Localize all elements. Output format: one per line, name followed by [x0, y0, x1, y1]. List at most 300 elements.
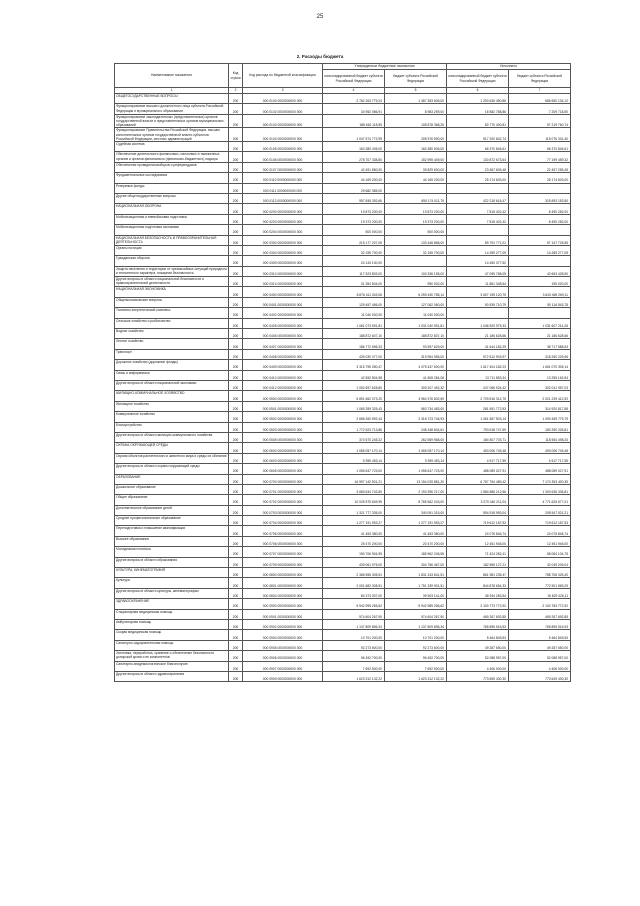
row-line-code: 200 — [229, 94, 243, 104]
row-class-code: 000 0901 0000000000 000 — [243, 609, 323, 619]
row-executed-subject: 21 186 628,66 — [509, 329, 571, 339]
row-executed-subject: 1 031 607 214,26 — [509, 318, 571, 328]
row-executed-consolidated: 50 539 710,79 — [447, 297, 509, 307]
row-line-code: 200 — [229, 142, 243, 152]
row-executed-subject: 1 300 636 336,81 — [509, 484, 571, 494]
row-approved-consolidated: 42 491 850,00 — [323, 162, 385, 172]
row-approved-consolidated: 974 604 267,90 — [323, 609, 385, 619]
row-name: НАЦИОНАЛЬНАЯ ЭКОНОМИКА — [115, 287, 229, 297]
row-executed-consolidated: 89 791 771,01 — [447, 235, 509, 245]
row-approved-subject: 41 808 284,08 — [385, 370, 447, 380]
row-line-code: 200 — [229, 640, 243, 650]
row-executed-subject: 318 250 225,96 — [509, 349, 571, 359]
row-approved-consolidated: 2 762 263 779,24 — [323, 94, 385, 104]
row-executed-subject — [509, 225, 571, 235]
header-approved-subject: бюджет субъекта Российской Федерации — [385, 70, 447, 88]
row-approved-consolidated: 129 457 456,00 — [323, 297, 385, 307]
row-executed-subject: 14 289 277,05 — [509, 245, 571, 255]
expenses-table — [114, 63, 571, 682]
row-line-code: 200 — [229, 526, 243, 536]
row-approved-consolidated: 957 845 392,66 — [323, 193, 385, 203]
row-approved-subject: 950 002,00 — [385, 277, 447, 287]
row-approved-subject: 1 031 040 591,81 — [385, 318, 447, 328]
row-approved-subject — [385, 183, 447, 193]
table-row — [115, 661, 571, 671]
row-executed-consolidated: 517 200 842,74 — [447, 128, 509, 142]
row-line-code: 200 — [229, 505, 243, 515]
row-approved-consolidated: 96 492 700,00 — [323, 651, 385, 661]
row-name: Другие вопросы в области образования — [115, 557, 229, 567]
row-executed-subject: 57 147 725,55 — [509, 235, 571, 245]
row-class-code: 000 0702 0000000000 000 — [243, 495, 323, 505]
row-line-code: 200 — [229, 651, 243, 661]
row-line-code: 200 — [229, 474, 243, 484]
row-approved-consolidated: 278 707 338,80 — [323, 152, 385, 162]
row-executed-subject: 302 041 957,03 — [509, 380, 571, 390]
row-line-code: 200 — [229, 401, 243, 411]
row-line-code: 200 — [229, 516, 243, 526]
row-name: Молодежная политика — [115, 547, 229, 557]
row-executed-consolidated: 469 267 692,85 — [447, 609, 509, 619]
row-approved-consolidated: 3 315 795 050,47 — [323, 360, 385, 370]
row-approved-subject: 39 829 600,00 — [385, 162, 447, 172]
row-line-code: 200 — [229, 318, 243, 328]
row-class-code: 000 0100 0000000000 000 — [243, 94, 323, 104]
row-line-code: 200 — [229, 173, 243, 183]
row-name: Заготовка, переработка, хранение и обеспечение безопасности донорской крови и ее компонентов — [115, 651, 229, 661]
row-class-code: 000 0804 0000000000 000 — [243, 588, 323, 598]
row-executed-consolidated: 247 066 924,42 — [447, 380, 509, 390]
row-approved-consolidated: 1 065 057 170,14 — [323, 443, 385, 453]
table-row — [115, 474, 571, 484]
table-row — [115, 640, 571, 650]
row-name: Судебная система — [115, 142, 229, 152]
row-approved-subject: 19 873 200,00 — [385, 204, 447, 214]
row-executed-consolidated: 422 218 616,47 — [447, 193, 509, 203]
table-row — [115, 193, 571, 203]
row-approved-consolidated: 160 380 405,00 — [323, 142, 385, 152]
row-executed-consolidated: 1 617 404 182,23 — [447, 360, 509, 370]
header-executed-consolidated: консолидированный бюджет субъекта Российской Федерации — [447, 70, 509, 88]
row-name: Амбулаторная помощь — [115, 619, 229, 629]
row-approved-consolidated: 1 772 523 713,86 — [323, 422, 385, 432]
row-executed-subject — [509, 256, 571, 266]
row-approved-consolidated: 41 453 380,00 — [323, 526, 385, 536]
row-class-code: 000 0902 0000000000 000 — [243, 619, 323, 629]
row-executed-consolidated: 861 981 235,47 — [447, 568, 509, 578]
row-executed-consolidated: 5 464 849,53 — [447, 630, 509, 640]
row-class-code: 000 0111 0000000000 000 — [243, 183, 323, 193]
row-name: Функционирование законодательных (представительных) органов государственной власти и представительных органов муниципальных образований — [115, 114, 229, 128]
row-executed-consolidated: 66 370 846,61 — [447, 142, 509, 152]
row-class-code: 000 0407 0000000000 000 — [243, 339, 323, 349]
row-executed-consolidated: 14 450 377,52 — [447, 256, 509, 266]
row-line-code: 200 — [229, 349, 243, 359]
row-executed-subject: 314 920 817,58 — [509, 401, 571, 411]
row-executed-consolidated: 71 424 282,41 — [447, 547, 509, 557]
row-executed-consolidated: 41 644 182,29 — [447, 339, 509, 349]
row-name: Органы юстиции — [115, 245, 229, 255]
row-approved-subject: 20 470 200,00 — [385, 536, 447, 546]
row-class-code: 000 0709 0000000000 000 — [243, 557, 323, 567]
row-name: Другие вопросы в области культуры, кинематографии — [115, 588, 229, 598]
table-row — [115, 516, 571, 526]
row-class-code: 000 0905 0000000000 000 — [243, 640, 323, 650]
row-executed-consolidated: 7 815 402,42 — [447, 214, 509, 224]
row-approved-subject: 13 154 025 881,20 — [385, 474, 447, 484]
row-class-code: 000 0704 0000000000 000 — [243, 516, 323, 526]
row-name: Охрана объектов растительного и животного мира и среды их обитания — [115, 453, 229, 463]
row-name: Высшее образование — [115, 536, 229, 546]
row-executed-subject: 77 199 459,32 — [509, 152, 571, 162]
row-approved-consolidated: 24 143 100,00 — [323, 256, 385, 266]
row-name: Стационарная медицинская помощь — [115, 609, 229, 619]
row-executed-subject: 42 663 428,50 — [509, 266, 571, 276]
row-name: Скорая медицинская помощь — [115, 630, 229, 640]
row-line-code: 200 — [229, 128, 243, 142]
table-row — [115, 152, 571, 162]
row-approved-consolidated: 19 373 200,00 — [323, 214, 385, 224]
row-executed-subject: 38 717 588,53 — [509, 339, 571, 349]
row-executed-subject: 42 049 205,04 — [509, 557, 571, 567]
row-class-code: 000 0400 0000000000 000 — [243, 287, 323, 297]
row-name: Гражданская оборона — [115, 256, 229, 266]
row-approved-consolidated: 500 000,00 — [323, 225, 385, 235]
row-executed-subject: 493 006 745,48 — [509, 443, 571, 453]
table-row — [115, 578, 571, 588]
table-row — [115, 235, 571, 245]
table-row — [115, 104, 571, 114]
row-class-code: 000 0408 0000000000 000 — [243, 349, 323, 359]
row-line-code: 200 — [229, 619, 243, 629]
row-executed-consolidated: 182 555 127,21 — [447, 557, 509, 567]
row-executed-subject: 719 612 187,53 — [509, 516, 571, 526]
table-row — [115, 287, 571, 297]
row-approved-consolidated: 188 616 118,55 — [323, 114, 385, 128]
row-executed-consolidated: 281 591 772,93 — [447, 401, 509, 411]
row-approved-consolidated: 42 552 804,58 — [323, 370, 385, 380]
row-approved-subject: 9 359 453,14 — [385, 453, 447, 463]
row-name: ЗДРАВООХРАНЕНИЕ — [115, 599, 229, 609]
table-row — [115, 391, 571, 401]
row-executed-subject: 50 116 543,78 — [509, 297, 571, 307]
row-approved-subject: 5 942 985 265,62 — [385, 599, 447, 609]
column-number: 6 — [447, 88, 509, 94]
row-executed-consolidated: 765 895 516,93 — [447, 619, 509, 629]
row-approved-subject: 309 207 492,32 — [385, 380, 447, 390]
table-row — [115, 162, 571, 172]
row-line-code: 200 — [229, 104, 243, 114]
table-row — [115, 183, 571, 193]
row-class-code: 000 0113 0000000000 000 — [243, 193, 323, 203]
row-approved-consolidated: 1 047 574 772,99 — [323, 128, 385, 142]
row-line-code: 200 — [229, 422, 243, 432]
row-line-code: 200 — [229, 339, 243, 349]
row-name: ОХРАНА ОКРУЖАЮЩЕЙ СРЕДЫ — [115, 443, 229, 453]
row-class-code: 000 0107 0000000000 000 — [243, 162, 323, 172]
row-executed-subject: 1 050 459 779,79 — [509, 412, 571, 422]
row-line-code: 200 — [229, 297, 243, 307]
row-executed-consolidated: 2 709 816 314,75 — [447, 391, 509, 401]
row-name: Функционирование Правительства Российской Федерации, высших исполнительных органов государственной власти субъектов Российской Федерации, местных администраций — [115, 128, 229, 142]
row-approved-subject: 32 155 700,00 — [385, 245, 447, 255]
row-executed-subject: 115 076 331,40 — [509, 128, 571, 142]
row-executed-subject: 488 089 027,91 — [509, 464, 571, 474]
row-executed-consolidated: 2 100 773 772,92 — [447, 599, 509, 609]
row-approved-consolidated: 84 373 007,00 — [323, 588, 385, 598]
row-approved-subject: 188 872 807,10 — [385, 329, 447, 339]
row-executed-consolidated: 11 861 348,54 — [447, 277, 509, 287]
row-approved-subject: 152 995 449,00 — [385, 152, 447, 162]
row-approved-subject: 319 954 955,00 — [385, 349, 447, 359]
row-executed-consolidated: 719 612 187,53 — [447, 516, 509, 526]
row-line-code: 200 — [229, 568, 243, 578]
row-executed-consolidated: 24 075 846,74 — [447, 526, 509, 536]
header-executed-group: Исполнено — [447, 64, 571, 70]
row-approved-subject: 7 692 500,00 — [385, 661, 447, 671]
row-approved-consolidated: 11 040 000,00 — [323, 308, 385, 318]
row-approved-consolidated: 439 061 975,00 — [323, 557, 385, 567]
row-executed-consolidated: 488 089 027,91 — [447, 464, 509, 474]
row-name: Культура — [115, 578, 229, 588]
row-class-code: 000 0801 0000000000 000 — [243, 578, 323, 588]
table-row — [115, 568, 571, 578]
row-name: КУЛЬТУРА, КИНЕМАТОГРАФИЯ — [115, 568, 229, 578]
row-line-code: 200 — [229, 329, 243, 339]
table-row — [115, 619, 571, 629]
row-approved-consolidated: 1 137 809 896,34 — [323, 619, 385, 629]
row-approved-consolidated: 188 872 607,10 — [323, 329, 385, 339]
table-row — [115, 245, 571, 255]
row-executed-consolidated: 3 270 040 211,04 — [447, 495, 509, 505]
row-executed-subject: 315 893 153,50 — [509, 193, 571, 203]
row-executed-consolidated: 49 287 650,00 — [447, 640, 509, 650]
row-line-code: 200 — [229, 391, 243, 401]
header-approved-group: Утвержденные бюджетные назначения — [323, 64, 447, 70]
row-approved-subject: 340 091 315,00 — [385, 505, 447, 515]
row-name: Жилищное хозяйство — [115, 401, 229, 411]
row-name: Водное хозяйство — [115, 329, 229, 339]
row-name: Общее образование — [115, 495, 229, 505]
row-approved-consolidated: 1 277 191 953,27 — [323, 516, 385, 526]
row-approved-consolidated: 1 055 647 723,00 — [323, 464, 385, 474]
row-approved-subject: 974 604 267,90 — [385, 609, 447, 619]
row-executed-subject: 13 255 162,54 — [509, 370, 571, 380]
row-name: Общеэкономические вопросы — [115, 297, 229, 307]
row-approved-subject: 96 492 700,00 — [385, 651, 447, 661]
row-line-code: 200 — [229, 162, 243, 172]
row-approved-subject: 655 174 011,75 — [385, 193, 447, 203]
row-line-code: 200 — [229, 609, 243, 619]
table-row — [115, 536, 571, 546]
row-line-code: 200 — [229, 193, 243, 203]
header-executed-subject: бюджет субъекта Российской Федерации — [509, 70, 571, 88]
table-row — [115, 329, 571, 339]
row-executed-consolidated: 130 872 673,64 — [447, 152, 509, 162]
row-executed-consolidated: 773 659 430,30 — [447, 671, 509, 681]
column-number: 1 — [115, 88, 229, 94]
row-line-code: 200 — [229, 443, 243, 453]
row-approved-consolidated: 7 692 500,00 — [323, 661, 385, 671]
row-approved-subject: 160 380 605,00 — [385, 142, 447, 152]
column-number: 3 — [243, 88, 323, 94]
table-row — [115, 484, 571, 494]
row-name: Дошкольное образование — [115, 484, 229, 494]
row-executed-consolidated: 1 061 567 503,14 — [447, 412, 509, 422]
table-row — [115, 505, 571, 515]
row-class-code: 000 0700 0000000000 000 — [243, 474, 323, 484]
row-class-code: 000 0703 0000000000 000 — [243, 505, 323, 515]
row-executed-consolidated: 21 186 628,66 — [447, 329, 509, 339]
row-class-code: 000 0304 0000000000 000 — [243, 245, 323, 255]
row-approved-consolidated: 44 169 200,00 — [323, 173, 385, 183]
row-line-code: 200 — [229, 495, 243, 505]
row-approved-subject: 3 964 376 802,69 — [385, 391, 447, 401]
row-executed-consolidated: 52 088 957,00 — [447, 651, 509, 661]
table-row — [115, 277, 571, 287]
table-row — [115, 173, 571, 183]
table-row — [115, 526, 571, 536]
row-approved-consolidated: 10 025 575 649,95 — [323, 495, 385, 505]
table-row — [115, 412, 571, 422]
row-name: Обеспечение проведения выборов и референдумов — [115, 162, 229, 172]
row-class-code: 000 0204 0000000000 000 — [243, 225, 323, 235]
row-approved-consolidated: 9 359 453,14 — [323, 453, 385, 463]
row-name: Функционирование высшего должностного лица субъекта Российской Федерации и муниципального образования — [115, 104, 229, 114]
row-executed-subject — [509, 308, 571, 318]
row-approved-subject: 127 062 060,00 — [385, 297, 447, 307]
row-name: ОБЩЕГОСУДАРСТВЕННЫЕ ВОПРОСЫ — [115, 94, 229, 104]
row-line-code: 200 — [229, 432, 243, 442]
table-row — [115, 266, 571, 276]
column-number: 7 — [509, 88, 571, 94]
row-executed-subject: 195 020,00 — [509, 277, 571, 287]
row-executed-consolidated: 3 607 195 120,75 — [447, 287, 509, 297]
row-line-code: 200 — [229, 599, 243, 609]
row-approved-consolidated: 2 366 555 305,51 — [323, 568, 385, 578]
row-class-code: 000 0104 0000000000 000 — [243, 128, 323, 142]
row-executed-subject: 24 075 846,74 — [509, 526, 571, 536]
row-executed-consolidated: 1 584 886 212,56 — [447, 484, 509, 494]
row-approved-consolidated: 117 523 803,00 — [323, 266, 385, 276]
table-row — [115, 370, 571, 380]
row-approved-consolidated: 6 876 411 043,06 — [323, 287, 385, 297]
row-executed-consolidated: 25 174 603,00 — [447, 173, 509, 183]
row-approved-subject: 1 831 243 641,51 — [385, 568, 447, 578]
row-approved-consolidated: 19 873 200,00 — [323, 204, 385, 214]
row-executed-consolidated: 4 406 000,00 — [447, 661, 509, 671]
page-number: 25 — [316, 14, 324, 20]
row-approved-consolidated: 1 623 312 132,22 — [323, 671, 385, 681]
row-executed-consolidated: 493 006 745,48 — [447, 443, 509, 453]
row-executed-consolidated — [447, 308, 509, 318]
row-class-code: 000 0410 0000000000 000 — [243, 370, 323, 380]
row-approved-consolidated: 16 997 142 501,21 — [323, 474, 385, 484]
row-line-code: 200 — [229, 671, 243, 681]
table-row — [115, 547, 571, 557]
row-approved-subject: 1 277 191 953,27 — [385, 516, 447, 526]
column-number: 4 — [323, 88, 385, 94]
row-name: Связь и информатика — [115, 370, 229, 380]
row-line-code: 200 — [229, 225, 243, 235]
row-executed-consolidated: 753 618 747,69 — [447, 422, 509, 432]
row-class-code: 000 0106 0000000000 000 — [243, 152, 323, 162]
row-class-code: 000 0501 0000000000 000 — [243, 401, 323, 411]
row-executed-subject: 15 829 426,11 — [509, 588, 571, 598]
row-class-code: 000 0412 0000000000 000 — [243, 380, 323, 390]
row-approved-consolidated: 2 001 682 308,51 — [323, 578, 385, 588]
row-approved-subject: 262 569 968,00 — [385, 432, 447, 442]
table-row — [115, 464, 571, 474]
row-class-code: 000 0800 0000000000 000 — [243, 568, 323, 578]
table-row — [115, 94, 571, 104]
row-class-code: 000 0103 0000000000 000 — [243, 114, 323, 128]
table-row — [115, 204, 571, 214]
row-line-code: 200 — [229, 464, 243, 474]
row-executed-subject: 4 917 717,55 — [509, 453, 571, 463]
row-line-code: 200 — [229, 547, 243, 557]
row-name: Дорожное хозяйство (дорожные фонды) — [115, 360, 229, 370]
table-row — [115, 297, 571, 307]
header-name: Наименование показателя — [115, 64, 229, 88]
row-executed-subject: 22 457 255,45 — [509, 162, 571, 172]
row-line-code: 200 — [229, 484, 243, 494]
row-approved-subject: 304 756 467,00 — [385, 557, 447, 567]
row-line-code: 200 — [229, 370, 243, 380]
row-executed-consolidated — [447, 183, 509, 193]
row-class-code: 000 0600 0000000000 000 — [243, 443, 323, 453]
row-line-code: 200 — [229, 536, 243, 546]
row-approved-subject: 1 065 057 170,14 — [385, 443, 447, 453]
row-line-code: 200 — [229, 588, 243, 598]
row-name: Санаторно-оздоровительная помощь — [115, 640, 229, 650]
row-approved-subject: 2 193 396 217,00 — [385, 484, 447, 494]
row-approved-subject: 8 983 259,00 — [385, 104, 447, 114]
row-approved-subject: 44 169 200,00 — [385, 173, 447, 183]
row-line-code: 200 — [229, 380, 243, 390]
row-executed-subject: 118 554 498,33 — [509, 432, 571, 442]
row-name: Сельское хозяйство и рыболовство — [115, 318, 229, 328]
row-name: Другие вопросы в области национальной экономики — [115, 380, 229, 390]
row-line-code: 200 — [229, 277, 243, 287]
row-executed-subject: 2 100 783 772,92 — [509, 599, 571, 609]
row-executed-subject: 7 174 393 400,35 — [509, 474, 571, 484]
row-line-code: 200 — [229, 661, 243, 671]
row-approved-consolidated: 29 682 385,00 — [323, 183, 385, 193]
row-name: Другие вопросы в области охраны окружающей среды — [115, 464, 229, 474]
row-executed-subject: 765 895 516,93 — [509, 619, 571, 629]
row-name: Лесное хозяйство — [115, 339, 229, 349]
row-approved-consolidated: 1 052 697 628,80 — [323, 380, 385, 390]
row-class-code: 000 0505 0000000000 000 — [243, 432, 323, 442]
row-class-code: 000 0907 0000000000 000 — [243, 661, 323, 671]
row-name: Другие вопросы в области здравоохранения — [115, 671, 229, 681]
row-line-code: 200 — [229, 412, 243, 422]
row-name: Благоустройство — [115, 422, 229, 432]
row-approved-subject: 185 962 245,55 — [385, 547, 447, 557]
row-name: Другие общегосударственные вопросы — [115, 193, 229, 203]
table-row — [115, 308, 571, 318]
row-approved-subject: 11 040 000,00 — [385, 308, 447, 318]
row-class-code: 000 0909 0000000000 000 — [243, 671, 323, 681]
row-class-code: 000 0701 0000000000 000 — [243, 484, 323, 494]
row-executed-subject: 3 643 469 269,11 — [509, 287, 571, 297]
row-approved-subject: 205 976 590,00 — [385, 128, 447, 142]
row-executed-subject: 7 209 718,50 — [509, 104, 571, 114]
table-row — [115, 114, 571, 128]
row-approved-subject: 1 055 647 723,00 — [385, 464, 447, 474]
row-name: Среднее профессиональное образование — [115, 516, 229, 526]
